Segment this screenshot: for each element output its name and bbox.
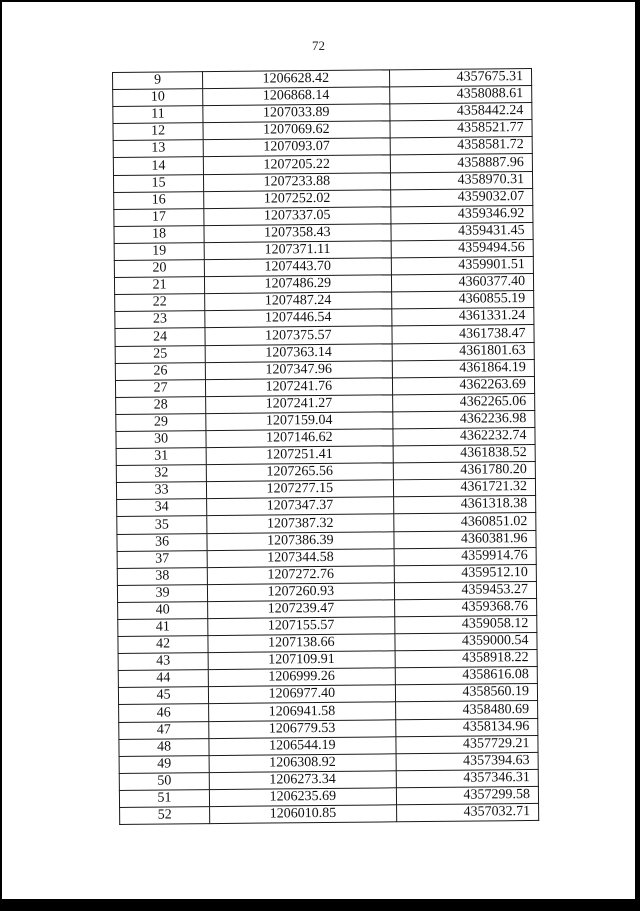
x-coordinate-cell: 1207138.66 — [208, 634, 395, 653]
x-coordinate-cell: 1207265.56 — [206, 463, 393, 482]
point-number-cell: 49 — [119, 755, 209, 773]
y-coordinate-cell: 4361331.24 — [391, 308, 534, 326]
x-coordinate-cell: 1207239.47 — [208, 600, 395, 619]
x-coordinate-cell: 1207241.76 — [206, 378, 393, 397]
y-coordinate-cell: 4359914.76 — [394, 547, 537, 565]
point-number-cell: 51 — [119, 790, 209, 808]
x-coordinate-cell: 1207233.88 — [204, 172, 391, 191]
x-coordinate-cell: 1206628.42 — [203, 70, 390, 89]
x-coordinate-cell: 1207241.27 — [206, 395, 393, 414]
x-coordinate-cell: 1207272.76 — [207, 566, 394, 585]
y-coordinate-cell: 4359494.56 — [391, 239, 534, 257]
y-coordinate-cell: 4361721.32 — [393, 479, 536, 497]
x-coordinate-cell: 1207252.02 — [204, 189, 391, 208]
x-coordinate-cell: 1206868.14 — [203, 87, 390, 106]
x-coordinate-cell: 1206273.34 — [209, 771, 396, 790]
point-number-cell: 38 — [117, 567, 207, 585]
point-number-cell: 17 — [114, 208, 204, 226]
y-coordinate-cell: 4360855.19 — [391, 291, 534, 309]
y-coordinate-cell: 4357346.31 — [396, 769, 539, 787]
x-coordinate-cell: 1207443.70 — [204, 258, 391, 277]
x-coordinate-cell: 1207159.04 — [206, 412, 393, 431]
y-coordinate-cell: 4358480.69 — [395, 701, 538, 719]
y-coordinate-cell: 4357729.21 — [395, 735, 538, 753]
x-coordinate-cell: 1206544.19 — [209, 736, 396, 755]
x-coordinate-cell: 1207146.62 — [206, 429, 393, 448]
x-coordinate-cell: 1207069.62 — [203, 121, 390, 140]
y-coordinate-cell: 4358970.31 — [390, 171, 533, 189]
point-number-cell: 42 — [118, 636, 208, 654]
x-coordinate-cell: 1207387.32 — [207, 514, 394, 533]
point-number-cell: 29 — [116, 413, 206, 431]
point-number-cell: 24 — [115, 328, 205, 346]
point-number-cell: 32 — [116, 465, 206, 483]
x-coordinate-cell: 1206779.53 — [209, 719, 396, 738]
x-coordinate-cell: 1207487.24 — [205, 292, 392, 311]
point-number-cell: 27 — [115, 379, 205, 397]
coordinate-table — [112, 68, 539, 825]
point-number-cell: 9 — [113, 72, 203, 90]
y-coordinate-cell: 4360377.40 — [391, 274, 534, 292]
point-number-cell: 21 — [114, 277, 204, 295]
x-coordinate-cell: 1207093.07 — [203, 138, 390, 157]
point-number-cell: 28 — [116, 396, 206, 414]
y-coordinate-cell: 4358521.77 — [390, 120, 533, 138]
x-coordinate-cell: 1207260.93 — [208, 583, 395, 602]
x-coordinate-cell: 1207344.58 — [207, 548, 394, 567]
point-number-cell: 15 — [113, 174, 203, 192]
point-number-cell: 22 — [115, 294, 205, 312]
y-coordinate-cell: 4359346.92 — [390, 205, 533, 223]
document-page — [2, 2, 635, 899]
point-number-cell: 18 — [114, 225, 204, 243]
point-number-cell: 41 — [118, 619, 208, 637]
y-coordinate-cell: 4358560.19 — [395, 684, 538, 702]
x-coordinate-cell: 1206999.26 — [208, 668, 395, 687]
point-number-cell: 10 — [113, 89, 203, 107]
point-number-cell: 35 — [117, 516, 207, 534]
y-coordinate-cell: 4362236.98 — [392, 410, 535, 428]
point-number-cell: 12 — [113, 123, 203, 141]
point-number-cell: 37 — [117, 550, 207, 568]
y-coordinate-cell: 4359512.10 — [394, 564, 537, 582]
x-coordinate-cell: 1207347.96 — [205, 360, 392, 379]
point-number-cell: 52 — [120, 807, 210, 825]
point-number-cell: 48 — [119, 738, 209, 756]
point-number-cell: 25 — [115, 345, 205, 363]
y-coordinate-cell: 4360851.02 — [393, 513, 536, 531]
point-number-cell: 14 — [113, 157, 203, 175]
y-coordinate-cell: 4359058.12 — [394, 615, 537, 633]
x-coordinate-cell: 1207486.29 — [205, 275, 392, 294]
y-coordinate-cell: 4361864.19 — [392, 359, 535, 377]
point-number-cell: 30 — [116, 431, 206, 449]
x-coordinate-cell: 1207363.14 — [205, 343, 392, 362]
x-coordinate-cell: 1207375.57 — [205, 326, 392, 345]
point-number-cell: 11 — [113, 106, 203, 124]
y-coordinate-cell: 4358581.72 — [390, 137, 533, 155]
y-coordinate-cell: 4358442.24 — [389, 103, 532, 121]
point-number-cell: 31 — [116, 448, 206, 466]
y-coordinate-cell: 4358616.08 — [395, 667, 538, 685]
point-number-cell: 16 — [114, 191, 204, 209]
coordinate-table-body — [113, 68, 539, 824]
x-coordinate-cell: 1206941.58 — [209, 702, 396, 721]
y-coordinate-cell: 4359368.76 — [394, 598, 537, 616]
table-row — [120, 803, 539, 824]
y-coordinate-cell: 4361738.47 — [392, 325, 535, 343]
x-coordinate-cell: 1207205.22 — [203, 155, 390, 174]
point-number-cell: 46 — [119, 704, 209, 722]
point-number-cell: 45 — [118, 687, 208, 705]
point-number-cell: 13 — [113, 140, 203, 158]
x-coordinate-cell: 1207109.91 — [208, 651, 395, 670]
x-coordinate-cell: 1207347.37 — [207, 497, 394, 516]
y-coordinate-cell: 4358088.61 — [389, 86, 532, 104]
y-coordinate-cell: 4362263.69 — [392, 376, 535, 394]
y-coordinate-cell: 4359453.27 — [394, 581, 537, 599]
y-coordinate-cell: 4357394.63 — [396, 752, 539, 770]
point-number-cell: 40 — [118, 602, 208, 620]
point-number-cell: 26 — [115, 362, 205, 380]
point-number-cell: 20 — [114, 260, 204, 278]
point-number-cell: 34 — [117, 499, 207, 517]
page-number: 72 — [312, 38, 325, 53]
y-coordinate-cell: 4357675.31 — [389, 68, 532, 86]
x-coordinate-cell: 1206977.40 — [209, 685, 396, 704]
x-coordinate-cell: 1207033.89 — [203, 104, 390, 123]
point-number-cell: 43 — [118, 653, 208, 671]
y-coordinate-cell: 4361318.38 — [393, 496, 536, 514]
y-coordinate-cell: 4361801.63 — [392, 342, 535, 360]
y-coordinate-cell: 4361838.52 — [393, 445, 536, 463]
x-coordinate-cell: 1207446.54 — [205, 309, 392, 328]
x-coordinate-cell: 1207155.57 — [208, 617, 395, 636]
point-number-cell: 50 — [119, 772, 209, 790]
y-coordinate-cell: 4357299.58 — [396, 786, 539, 804]
x-coordinate-cell: 1207358.43 — [204, 224, 391, 243]
point-number-cell: 36 — [117, 533, 207, 551]
point-number-cell: 19 — [114, 243, 204, 261]
y-coordinate-cell: 4359032.07 — [390, 188, 533, 206]
x-coordinate-cell: 1207386.39 — [207, 531, 394, 550]
x-coordinate-cell: 1207337.05 — [204, 207, 391, 226]
y-coordinate-cell: 4358918.22 — [395, 650, 538, 668]
y-coordinate-cell: 4358134.96 — [395, 718, 538, 736]
x-coordinate-cell: 1207251.41 — [206, 446, 393, 465]
y-coordinate-cell: 4357032.71 — [396, 803, 539, 821]
y-coordinate-cell: 4362265.06 — [392, 393, 535, 411]
point-number-cell: 33 — [116, 482, 206, 500]
y-coordinate-cell: 4362232.74 — [392, 427, 535, 445]
point-number-cell: 23 — [115, 311, 205, 329]
point-number-cell: 39 — [117, 584, 207, 602]
x-coordinate-cell: 1206308.92 — [209, 754, 396, 773]
y-coordinate-cell: 4358887.96 — [390, 154, 533, 172]
x-coordinate-cell: 1206010.85 — [210, 805, 397, 824]
x-coordinate-cell: 1207371.11 — [204, 241, 391, 260]
x-coordinate-cell: 1207277.15 — [207, 480, 394, 499]
y-coordinate-cell: 4361780.20 — [393, 462, 536, 480]
y-coordinate-cell: 4359431.45 — [391, 222, 534, 240]
point-number-cell: 44 — [118, 670, 208, 688]
y-coordinate-cell: 4360381.96 — [393, 530, 536, 548]
x-coordinate-cell: 1206235.69 — [210, 788, 397, 807]
y-coordinate-cell: 4359000.54 — [394, 633, 537, 651]
point-number-cell: 47 — [119, 721, 209, 739]
y-coordinate-cell: 4359901.51 — [391, 256, 534, 274]
